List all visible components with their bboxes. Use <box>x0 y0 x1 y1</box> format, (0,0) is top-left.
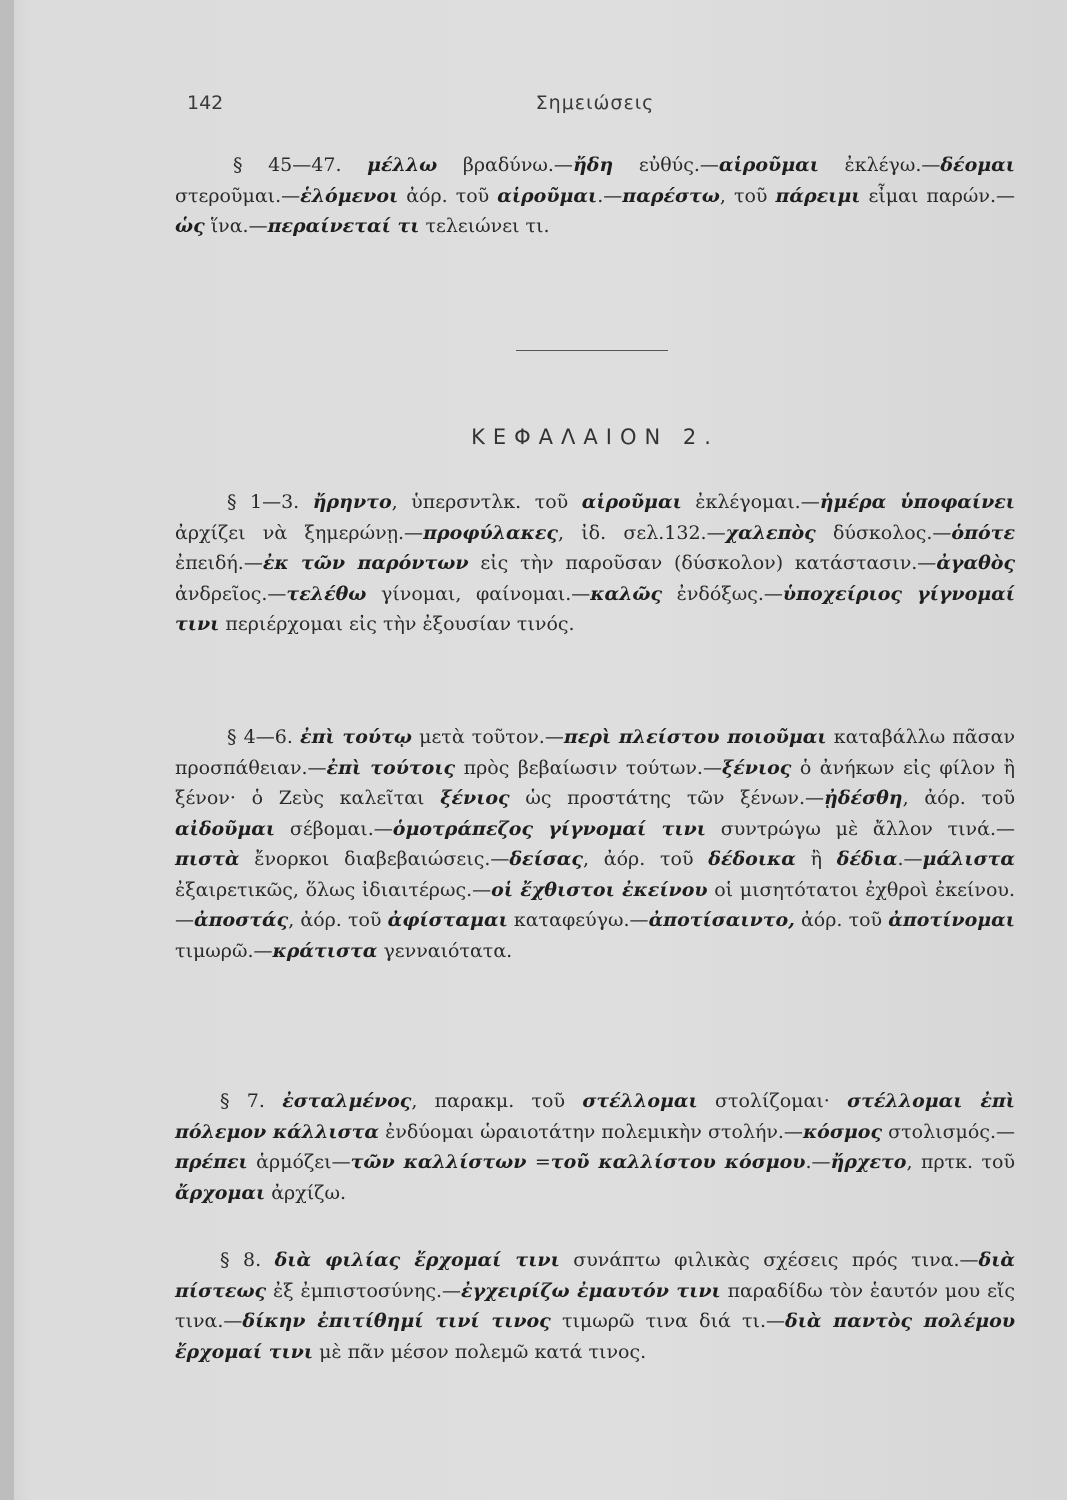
gloss-text: εἶμαι παρών.— <box>860 184 1015 207</box>
gloss-text: , ἀόρ. τοῦ <box>288 909 388 931</box>
gloss-text: ἐξ ἐμπιστοσύνης.— <box>266 1279 462 1302</box>
paragraph-s8 <box>175 1245 1015 1367</box>
headword: ὑποχείριος γίγνομαί τινι <box>175 582 1015 635</box>
gloss-text: , παρακμ. τοῦ <box>411 1090 583 1112</box>
gloss-text: σέβομαι.— <box>275 817 393 840</box>
gloss-text: § 45—47. <box>233 154 368 176</box>
gloss-text: ἐξαιρετικῶς, ὅλως ἰδιαιτέρως.— <box>175 878 492 901</box>
gloss-text: καταφεύγω.— <box>507 909 649 931</box>
gloss-text: βραδύνω.— <box>437 154 573 176</box>
headword: ἐγχειρίζω ἐμαυτόν τινι <box>461 1279 721 1302</box>
gloss-text: , ὑπερσντλκ. τοῦ <box>391 491 582 513</box>
headword: τοῦ καλλίστου κόσμου <box>550 1151 806 1173</box>
paragraph-s7 <box>175 1086 1015 1208</box>
headword: πιστὰ <box>175 848 240 870</box>
gloss-text: .— <box>805 1151 831 1173</box>
page-edge-shadow <box>0 0 14 1500</box>
paragraph-s1-3 <box>175 487 1015 640</box>
headword: αἰδοῦμαι <box>175 817 276 840</box>
running-title: Σημειώσεις <box>535 92 655 114</box>
headword: μέλλω <box>367 154 438 176</box>
headword: ἐσταλμένος <box>282 1090 412 1112</box>
headword: ὁμοτράπεζος γίγνομαί τινι <box>392 817 706 840</box>
gloss-text: ἀόρ. τοῦ <box>794 909 889 931</box>
gloss-text: , πρτκ. τοῦ <box>906 1151 1015 1173</box>
gloss-text: στολισμός.— <box>882 1120 1016 1143</box>
gloss-text: , ἰδ. σελ.132.— <box>557 521 726 544</box>
headword: ἑλόμενοι <box>300 184 399 207</box>
headword: αἱροῦμαι <box>581 491 682 513</box>
gloss-text: § 8. <box>220 1249 275 1271</box>
headword: ἀγαθὸς <box>936 552 1016 574</box>
headword: δίκην ἐπιτίθημί τινί τινος <box>242 1310 551 1332</box>
headword: περὶ πλείστου ποιοῦμαι <box>563 726 827 748</box>
gloss-text: πρὸς βεβαίωσιν τούτων.— <box>455 756 722 779</box>
gloss-text: ἐκλέγομαι.— <box>681 491 820 513</box>
headword: ἡμέρα ὑποφαίνει <box>819 491 1016 513</box>
gloss-text: , ἀόρ. τοῦ <box>902 787 1015 809</box>
gloss-text: , τοῦ <box>719 184 776 207</box>
headword: ἤρηντο <box>312 491 392 513</box>
gloss-text: δύσκολος.— <box>815 521 952 544</box>
headword: ἀποτίνομαι <box>888 909 1015 931</box>
gloss-text: ἵνα.— <box>204 215 268 237</box>
gloss-text: ἔνορκοι διαβεβαιώσεις.— <box>239 848 510 870</box>
headword: δέομαι <box>940 154 1015 176</box>
gloss-text: ἀόρ. τοῦ <box>398 184 498 207</box>
headword: ἤδη <box>572 154 614 176</box>
headword: πρέπει <box>175 1151 248 1173</box>
gloss-text: ἀρχίζω. <box>265 1181 346 1204</box>
gloss-text: ἀνδρεῖος.— <box>175 582 287 605</box>
gloss-text: παραδίδω τὸν ἑαυτόν μου εἴς τινα.— <box>175 1279 1016 1332</box>
gloss-text: ἐκλέγω.— <box>818 154 941 176</box>
gloss-text: εὐθύς.— <box>613 154 719 176</box>
headword: ἤρχετο <box>830 1151 907 1173</box>
headword: καλῶς <box>590 582 663 605</box>
headword: κράτιστα <box>272 939 378 962</box>
page-header <box>175 92 1015 122</box>
headword: διὰ φιλίας ἔρχομαί τινι <box>274 1249 560 1271</box>
gloss-text: οἱ μισητότατοι ἐχθροὶ ἐκείνου.— <box>175 878 1015 931</box>
gloss-text: ἁρμόζει— <box>247 1151 351 1173</box>
headword: ὁπότε <box>951 521 1015 544</box>
chapter-title: ΚΕΦΑΛΑΙΟΝ 2. <box>471 425 719 449</box>
headword: ἐπὶ τούτῳ <box>300 726 412 748</box>
gloss-text: § 7. <box>220 1090 283 1112</box>
headword: διὰ παντὸς πολέμου ἔρχομαί τινι <box>175 1310 1016 1363</box>
gloss-text: ἀρχίζει νὰ ξημερώνῃ.— <box>175 521 424 544</box>
paragraph-s45-47 <box>175 150 1015 242</box>
gloss-text: ἐνδόξως.— <box>662 582 783 605</box>
headword: ἐκ τῶν παρόντων <box>262 552 469 574</box>
headword: διὰ πίστεως <box>175 1249 1016 1302</box>
gloss-text: ἐνδύομαι ὡραιοτάτην πολεμικὴν στολήν.— <box>379 1120 803 1143</box>
gloss-text: ὁ ἀνήκων εἰς φίλον ἢ ξένον· ὁ Ζεὺς καλεῖται <box>175 756 1015 809</box>
gloss-text: = <box>526 1151 551 1173</box>
headword: ξένιος <box>721 756 792 779</box>
headword: στέλλομαι ἐπὶ πόλεμον κάλλιστα <box>175 1090 1015 1143</box>
gloss-text: ὡς προστάτης τῶν ξένων.— <box>509 787 825 809</box>
headword: αἱροῦμαι <box>718 154 819 176</box>
gloss-text: μετὰ τοῦτον.— <box>411 726 564 748</box>
headword: πάρειμι <box>775 184 861 207</box>
gloss-text: τιμωρῶ.— <box>175 939 273 962</box>
gloss-text: μὲ πᾶν μέσον πολεμῶ κατά τινος. <box>313 1340 647 1363</box>
gloss-text: εἰς τὴν παροῦσαν (δύσκολον) κατάστασιν.— <box>468 552 937 574</box>
headword: ᾐδέσθη <box>824 787 903 809</box>
gloss-text: καταβάλλω πᾶσαν προσπάθειαν.— <box>175 726 1016 779</box>
headword: ἄρχομαι <box>175 1181 266 1204</box>
gloss-text: συνάπτω φιλικὰς σχέσεις πρός τινα.— <box>559 1249 979 1271</box>
gloss-text: ἐπειδή.— <box>175 552 263 574</box>
gloss-text: τιμωρῶ τινα διά τι.— <box>550 1310 786 1332</box>
gloss-text: συντρώγω μὲ ἄλλον τινά.— <box>705 817 1015 840</box>
gloss-text: § 1—3. <box>227 491 313 513</box>
headword: ξένιος <box>440 787 510 809</box>
headword: προφύλακες <box>423 521 558 544</box>
headword: ἀποτίσαιντο, <box>648 909 795 931</box>
gloss-text: στεροῦμαι.— <box>175 184 301 207</box>
headword: παρέστω <box>622 184 720 207</box>
headword: δέδια <box>836 848 898 870</box>
headword: ἐπὶ τούτοις <box>326 756 456 779</box>
headword: ὡς <box>175 215 205 237</box>
gloss-text: .— <box>597 184 623 207</box>
headword: τελέθω <box>286 582 367 605</box>
headword: μάλιστα <box>922 848 1015 870</box>
headword: οἱ ἔχθιστοι ἐκείνου <box>491 878 708 901</box>
headword: χαλεπὸς <box>725 521 816 544</box>
headword: αἱροῦμαι <box>497 184 598 207</box>
headword: ἀφίσταμαι <box>387 909 508 931</box>
paragraph-s4-6 <box>175 722 1015 966</box>
headword: κόσμος <box>802 1120 883 1143</box>
gloss-text: γενναιότατα. <box>377 939 513 962</box>
gloss-text: στολίζομαι· <box>697 1090 848 1112</box>
page-number: 142 <box>187 92 224 114</box>
section-divider <box>516 350 668 351</box>
gloss-text: , ἀόρ. τοῦ <box>583 848 709 870</box>
gloss-text: § 4—6. <box>227 726 301 748</box>
gloss-text: περιέρχομαι εἰς τὴν ἐξουσίαν τινός. <box>219 613 575 635</box>
headword: περαίνεταί τι <box>267 215 420 237</box>
headword: δείσας <box>509 848 583 870</box>
gloss-text: τελειώνει τι. <box>419 215 550 237</box>
headword: στέλλομαι <box>582 1090 698 1112</box>
gloss-text: ἢ <box>795 848 837 870</box>
headword: τῶν καλλίστων <box>350 1151 527 1173</box>
gloss-text: γίνομαι, φαίνομαι.— <box>366 582 591 605</box>
headword: δέδοικα <box>708 848 796 870</box>
headword: ἀποστάς <box>194 909 289 931</box>
gloss-text: .— <box>897 848 923 870</box>
